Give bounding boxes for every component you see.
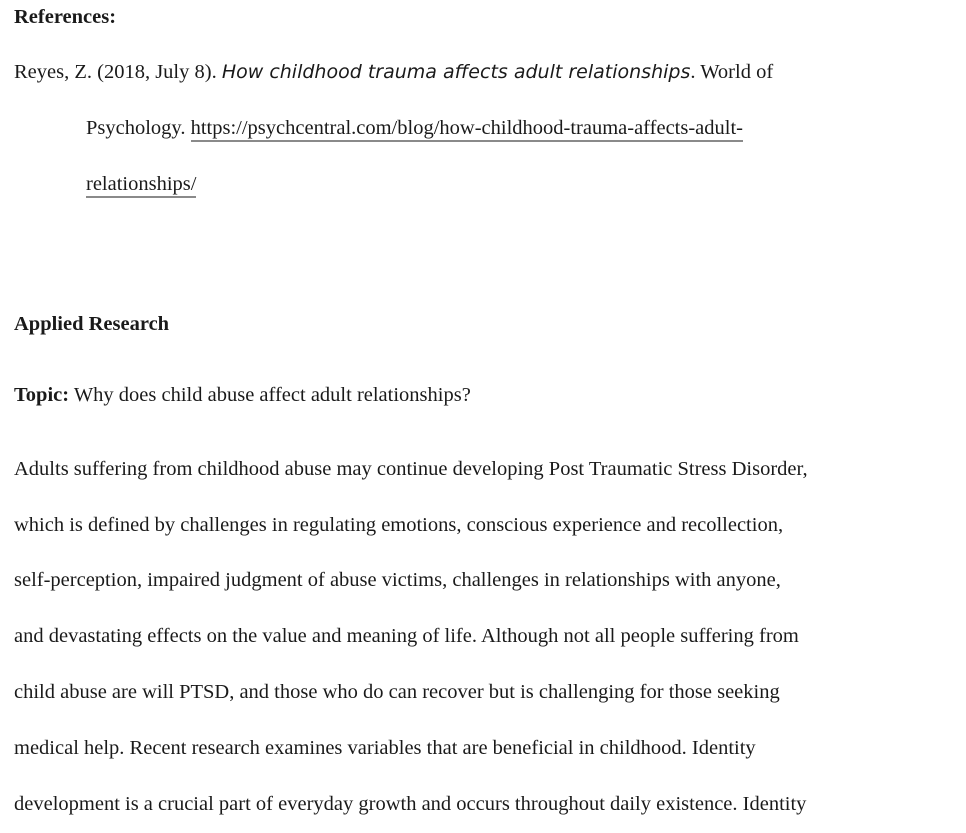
paragraph-line: and devastating effects on the value and meaning of life. Although not all people suffering from [14, 625, 799, 647]
paragraph-line: which is defined by challenges in regulating emotions, conscious experience and recollection, [14, 514, 784, 536]
reference-entry-line-3 [86, 172, 196, 196]
applied-research-heading: Applied Research [14, 313, 170, 335]
reference-publisher: Psychology. [86, 117, 191, 139]
topic-line [14, 383, 471, 407]
paragraph-line: child abuse are will PTSD, and those who do can recover but is challenging for those seeking [14, 681, 780, 703]
paragraph-line: Adults suffering from childhood abuse may continue developing Post Traumatic Stress Disorder, [14, 458, 808, 480]
reference-authors-date: Reyes, Z. (2018, July 8). [14, 61, 222, 83]
references-heading: References: [14, 6, 117, 28]
reference-url-link[interactable]: https://psychcentral.com/blog/how-childhood-trauma-affects-adult- [191, 117, 743, 142]
reference-entry-line-2 [86, 116, 743, 140]
paragraph-line: self-perception, impaired judgment of abuse victims, challenges in relationships with anyone, [14, 569, 781, 591]
reference-entry-line-1 [14, 60, 773, 84]
paragraph-line: medical help. Recent research examines variables that are beneficial in childhood. Identity [14, 737, 756, 759]
paragraph-line: development is a crucial part of everyday growth and occurs throughout daily existence. Identity [14, 793, 807, 815]
reference-title: How childhood trauma affects adult relationships [221, 61, 691, 83]
reference-url-link-continued[interactable]: relationships/ [86, 173, 196, 198]
topic-text: Why does child abuse affect adult relationships? [69, 384, 471, 406]
reference-after-title: . World of [690, 61, 774, 83]
topic-label: Topic: [14, 384, 70, 406]
